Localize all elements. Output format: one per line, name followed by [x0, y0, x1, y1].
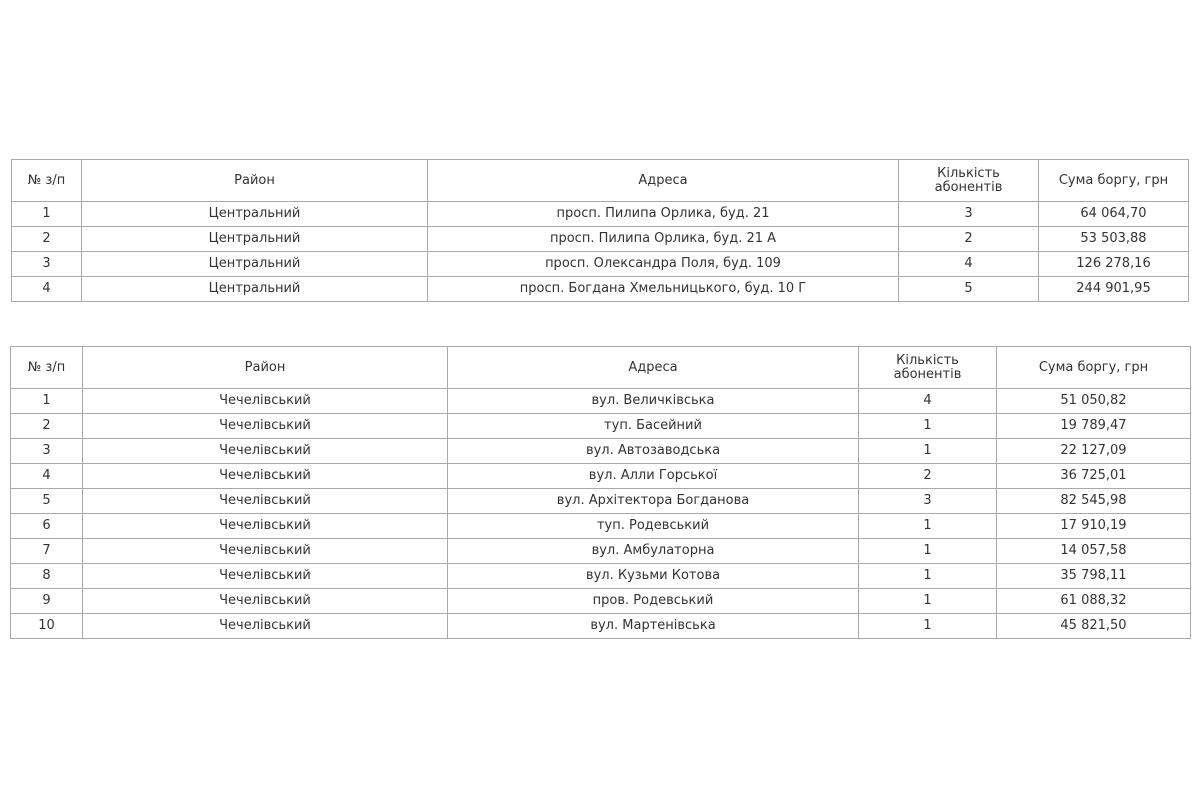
cell-district: Центральний	[82, 227, 428, 252]
cell-debt: 19 789,47	[997, 414, 1191, 439]
cell-debt: 51 050,82	[997, 389, 1191, 414]
column-header-district: Район	[82, 160, 428, 202]
cell-debt: 64 064,70	[1039, 202, 1189, 227]
table-row	[11, 514, 1191, 539]
debt-table-central	[11, 159, 1189, 302]
cell-debt: 35 798,11	[997, 564, 1191, 589]
column-header-address: Адреса	[428, 160, 899, 202]
cell-district: Чечелівський	[83, 414, 448, 439]
cell-district: Чечелівський	[83, 489, 448, 514]
cell-subscribers: 1	[859, 414, 997, 439]
cell-district: Чечелівський	[83, 614, 448, 639]
cell-address: пров. Родевський	[448, 589, 859, 614]
cell-debt: 244 901,95	[1039, 277, 1189, 302]
debt-table-chechelivskyi	[10, 346, 1191, 639]
cell-subscribers: 4	[899, 252, 1039, 277]
cell-district: Центральний	[82, 202, 428, 227]
cell-number: 4	[12, 277, 82, 302]
cell-address: вул. Архітектора Богданова	[448, 489, 859, 514]
table-row	[11, 464, 1191, 489]
cell-number: 3	[12, 252, 82, 277]
cell-district: Чечелівський	[83, 564, 448, 589]
cell-number: 8	[11, 564, 83, 589]
cell-number: 2	[11, 414, 83, 439]
cell-debt: 36 725,01	[997, 464, 1191, 489]
cell-debt: 45 821,50	[997, 614, 1191, 639]
cell-district: Чечелівський	[83, 514, 448, 539]
cell-address: просп. Пилипа Орлика, буд. 21	[428, 202, 899, 227]
cell-address: просп. Пилипа Орлика, буд. 21 А	[428, 227, 899, 252]
table-row	[11, 489, 1191, 514]
table-row	[11, 614, 1191, 639]
cell-district: Чечелівський	[83, 439, 448, 464]
cell-address: вул. Амбулаторна	[448, 539, 859, 564]
cell-number: 10	[11, 614, 83, 639]
column-header-number: № з/п	[12, 160, 82, 202]
cell-subscribers: 3	[899, 202, 1039, 227]
cell-district: Чечелівський	[83, 389, 448, 414]
cell-debt: 53 503,88	[1039, 227, 1189, 252]
cell-subscribers: 2	[899, 227, 1039, 252]
cell-address: просп. Олександра Поля, буд. 109	[428, 252, 899, 277]
cell-number: 3	[11, 439, 83, 464]
cell-subscribers: 1	[859, 514, 997, 539]
cell-subscribers: 1	[859, 439, 997, 464]
cell-address: вул. Величківська	[448, 389, 859, 414]
cell-district: Чечелівський	[83, 464, 448, 489]
table-header-row	[12, 160, 1189, 202]
table-row	[11, 564, 1191, 589]
column-header-district: Район	[83, 347, 448, 389]
table-row	[11, 539, 1191, 564]
table-row	[11, 589, 1191, 614]
cell-address: вул. Автозаводська	[448, 439, 859, 464]
cell-district: Центральний	[82, 252, 428, 277]
cell-number: 1	[11, 389, 83, 414]
table-row	[11, 439, 1191, 464]
cell-number: 7	[11, 539, 83, 564]
cell-number: 6	[11, 514, 83, 539]
cell-debt: 82 545,98	[997, 489, 1191, 514]
cell-debt: 61 088,32	[997, 589, 1191, 614]
cell-address: туп. Родевський	[448, 514, 859, 539]
table-row	[12, 277, 1189, 302]
cell-address: вул. Мартенівська	[448, 614, 859, 639]
table-row	[12, 252, 1189, 277]
cell-number: 5	[11, 489, 83, 514]
column-header-debt: Сума боргу, грн	[997, 347, 1191, 389]
table-row	[12, 202, 1189, 227]
cell-subscribers: 1	[859, 614, 997, 639]
cell-number: 9	[11, 589, 83, 614]
column-header-debt: Сума боргу, грн	[1039, 160, 1189, 202]
cell-district: Чечелівський	[83, 589, 448, 614]
column-header-subscribers: Кількість абонентів	[899, 160, 1039, 202]
table-row	[12, 227, 1189, 252]
cell-subscribers: 1	[859, 564, 997, 589]
cell-address: вул. Кузьми Котова	[448, 564, 859, 589]
table-header-row	[11, 347, 1191, 389]
cell-address: вул. Алли Горської	[448, 464, 859, 489]
cell-number: 4	[11, 464, 83, 489]
table-row	[11, 389, 1191, 414]
cell-subscribers: 4	[859, 389, 997, 414]
cell-address: просп. Богдана Хмельницького, буд. 10 Г	[428, 277, 899, 302]
cell-subscribers: 3	[859, 489, 997, 514]
cell-address: туп. Басейний	[448, 414, 859, 439]
cell-debt: 126 278,16	[1039, 252, 1189, 277]
cell-district: Центральний	[82, 277, 428, 302]
cell-debt: 17 910,19	[997, 514, 1191, 539]
cell-subscribers: 1	[859, 539, 997, 564]
cell-number: 2	[12, 227, 82, 252]
cell-debt: 14 057,58	[997, 539, 1191, 564]
column-header-number: № з/п	[11, 347, 83, 389]
cell-number: 1	[12, 202, 82, 227]
column-header-address: Адреса	[448, 347, 859, 389]
column-header-subscribers: Кількість абонентів	[859, 347, 997, 389]
cell-subscribers: 2	[859, 464, 997, 489]
cell-subscribers: 5	[899, 277, 1039, 302]
table-row	[11, 414, 1191, 439]
cell-debt: 22 127,09	[997, 439, 1191, 464]
cell-district: Чечелівський	[83, 539, 448, 564]
cell-subscribers: 1	[859, 589, 997, 614]
